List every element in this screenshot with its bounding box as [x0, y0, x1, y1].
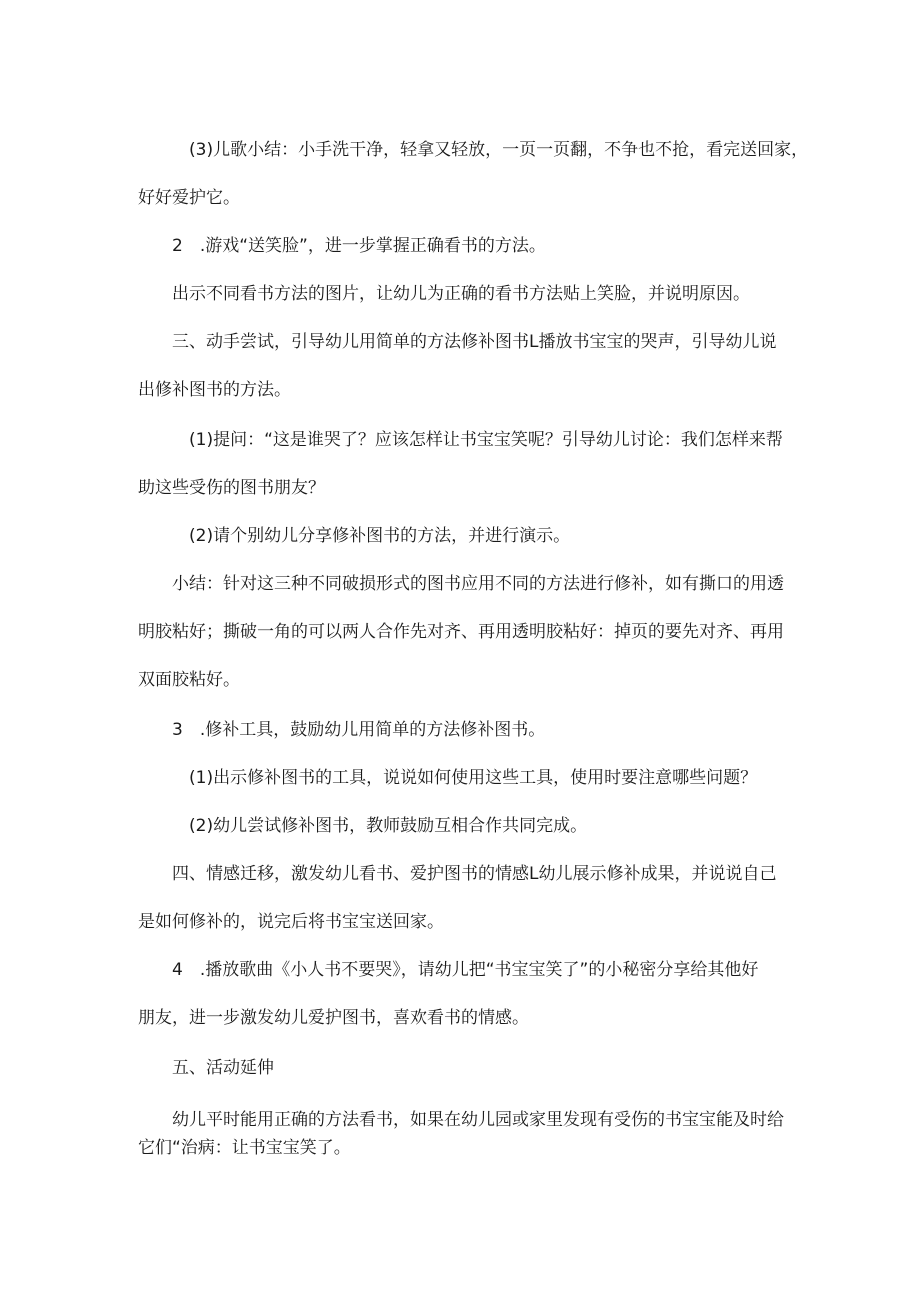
- paragraph-section-three: [138, 318, 788, 414]
- paragraph-question: [138, 416, 788, 512]
- paragraph-repair-tools: [138, 706, 788, 754]
- text-line: 幼儿平时能用正确的方法看书，如果在幼儿园或家里发现有受伤的书宝宝能及时给: [172, 1110, 784, 1130]
- paragraph-section-four: [138, 850, 788, 946]
- paragraph-nursery-rhyme-summary: [138, 126, 809, 222]
- text-line: 三、动手尝试，引导幼儿用简单的方法修补图书L播放书宝宝的哭声，引导幼儿说: [172, 332, 777, 352]
- paragraph-show-tools: [138, 754, 788, 802]
- text-line: 小结：针对这三种不同破损形式的图书应用不同的方法进行修补，如有撕口的用透: [172, 574, 784, 594]
- text-line: 出修补图书的方法。: [138, 380, 291, 400]
- paragraph-play-song: [138, 946, 788, 1042]
- text-line: 是如何修补的，说完后将书宝宝送回家。: [138, 912, 444, 932]
- text-line: 3 .修补工具，鼓励幼儿用简单的方法修补图书。: [172, 720, 546, 740]
- text-line: 明胶粘好；撕破一角的可以两人合作先对齐、再用透明胶粘好：掉页的要先对齐、再用: [138, 622, 784, 642]
- text-line: (2)请个别幼儿分享修补图书的方法，并进行演示。: [172, 526, 571, 546]
- paragraph-children-try: [138, 802, 788, 850]
- text-line: 4 .播放歌曲《小人书不要哭》，请幼儿把“书宝宝笑了”的小秘密分享给其他好: [172, 960, 759, 980]
- text-line: 好好爱护它。: [138, 188, 240, 208]
- text-line: (1)提问：“这是谁哭了？应该怎样让书宝宝笑呢？引导幼儿讨论：我们怎样来帮: [172, 430, 783, 450]
- text-line: 出示不同看书方法的图片，让幼儿为正确的看书方法贴上笑脸，并说明原因。: [172, 284, 750, 304]
- paragraph-summary: [138, 560, 788, 704]
- text-line: (2)幼儿尝试修补图书，教师鼓励互相合作共同完成。: [172, 816, 588, 836]
- paragraph-share-methods: [138, 512, 788, 560]
- text-line: 它们“治病：让书宝宝笑了。: [138, 1138, 351, 1158]
- text-line: (1)出示修补图书的工具，说说如何使用这些工具，使用时要注意哪些问题？: [172, 768, 758, 788]
- paragraph-game-smiley: [138, 222, 788, 270]
- text-line: (3)儿歌小结：小手洗干净，轻拿又轻放，一页一页翻，不争也不抢，看完送回家，: [172, 140, 809, 160]
- text-line: 朋友，进一步激发幼儿爱护图书，喜欢看书的情感。: [138, 1008, 529, 1028]
- text-line: 四、情感迁移，激发幼儿看书、爱护图书的情感L幼儿展示修补成果，并说说自己: [172, 864, 777, 884]
- text-line: 2 .游戏“送笑脸”，进一步掌握正确看书的方法。: [172, 236, 546, 256]
- paragraph-extension: [138, 1106, 788, 1162]
- text-line: 双面胶粘好。: [138, 670, 240, 690]
- paragraph-section-five: [138, 1044, 788, 1092]
- text-line: 五、活动延伸: [172, 1058, 274, 1078]
- paragraph-show-pictures: [138, 270, 788, 318]
- text-line: 助这些受伤的图书朋友？: [138, 478, 325, 498]
